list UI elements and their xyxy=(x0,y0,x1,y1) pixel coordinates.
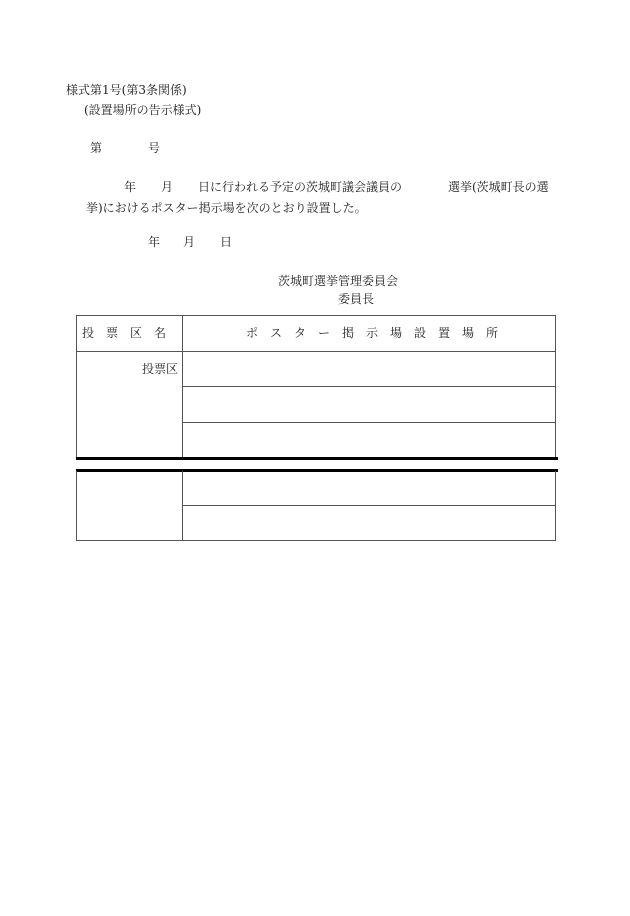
issuer-organization: 茨城町選挙管理委員会 xyxy=(278,274,399,288)
location-cell[interactable] xyxy=(183,472,555,505)
issuer-title: 委員長 xyxy=(338,292,375,306)
date-month: 月 xyxy=(183,235,196,249)
header-poster-location: ポ ス タ ー 掲 示 場 設 置 場 所 xyxy=(246,326,499,340)
table-border xyxy=(76,540,556,541)
location-cell[interactable] xyxy=(183,506,555,540)
section-break-line xyxy=(76,457,558,460)
table-border xyxy=(555,315,556,460)
body-year: 年 xyxy=(124,180,137,194)
form-number: 様式第1号(第3条関係) xyxy=(66,83,187,97)
table-border xyxy=(76,315,556,316)
date-day: 日 xyxy=(220,235,233,249)
body-line1-end: 選挙(茨城町長の選 xyxy=(448,180,549,194)
header-district-name: 投 票 区 名 xyxy=(82,326,167,340)
table-border xyxy=(555,471,556,541)
form-subtitle: (設置場所の告示様式) xyxy=(84,103,202,117)
body-month: 月 xyxy=(161,180,174,194)
date-year: 年 xyxy=(148,235,161,249)
location-cell[interactable] xyxy=(183,387,555,422)
location-cell[interactable] xyxy=(183,352,555,386)
number-prefix: 第 xyxy=(90,141,103,155)
body-line2: 挙)におけるポスター掲示場を次のとおり設置した。 xyxy=(86,201,367,215)
number-suffix: 号 xyxy=(148,141,161,155)
table-border xyxy=(76,471,77,541)
location-cell[interactable] xyxy=(183,423,555,458)
table-border xyxy=(76,315,77,460)
group1-district-label: 投票区 xyxy=(142,362,179,376)
body-line1-text: 日に行われる予定の茨城町議会議員の xyxy=(198,180,403,194)
